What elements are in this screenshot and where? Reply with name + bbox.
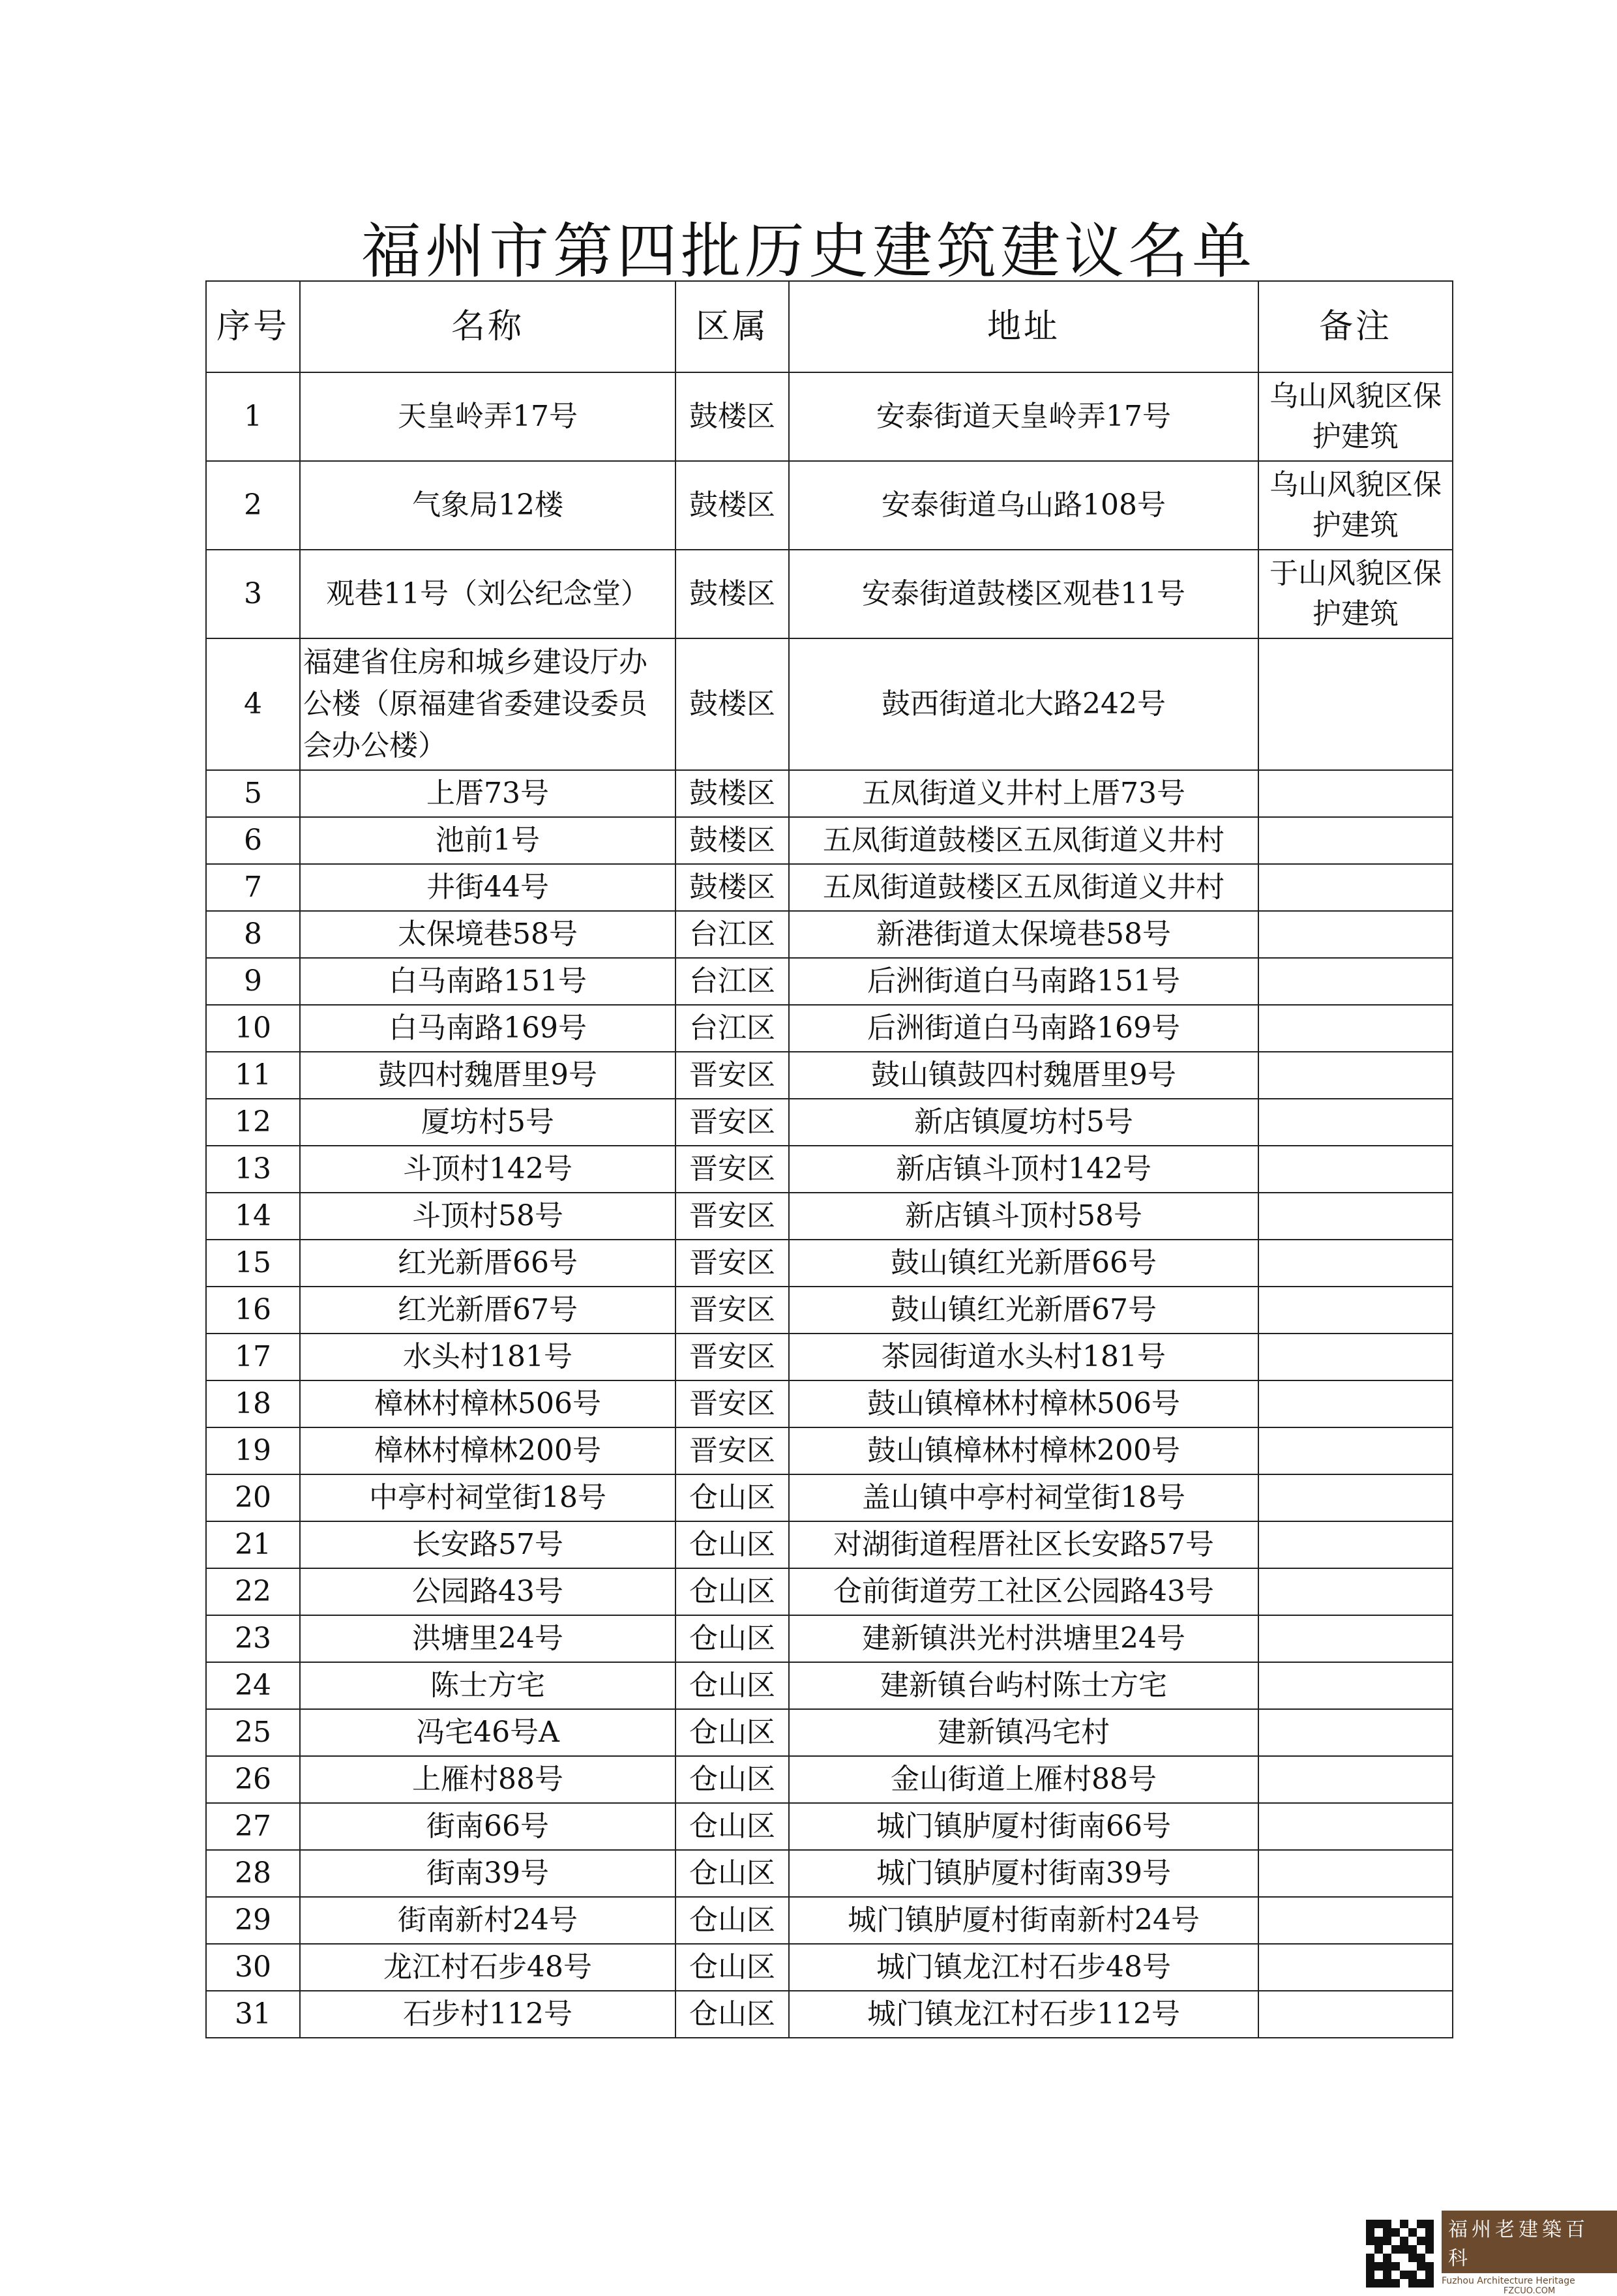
- cell-address: 后洲街道白马南路169号: [789, 1005, 1258, 1052]
- cell-name: 鼓四村魏厝里9号: [300, 1052, 675, 1099]
- cell-name: 洪塘里24号: [300, 1615, 675, 1662]
- cell-name: 红光新厝67号: [300, 1287, 675, 1334]
- cell-name: 街南66号: [300, 1803, 675, 1850]
- cell-note: [1258, 1287, 1453, 1334]
- table-row: [206, 1944, 1453, 1991]
- cell-district: 仓山区: [675, 1756, 789, 1803]
- cell-address: 安泰街道鼓楼区观巷11号: [789, 550, 1258, 638]
- cell-name: 太保境巷58号: [300, 911, 675, 958]
- cell-no: 3: [206, 550, 300, 638]
- cell-address: 新店镇厦坊村5号: [789, 1099, 1258, 1146]
- building-list-table: [205, 280, 1453, 2038]
- cell-address: 新店镇斗顶村58号: [789, 1193, 1258, 1240]
- cell-address: 五凤街道鼓楼区五凤街道义井村: [789, 864, 1258, 911]
- table-row: [206, 550, 1453, 638]
- cell-note: [1258, 1005, 1453, 1052]
- cell-no: 30: [206, 1944, 300, 1991]
- cell-address: 对湖街道程厝社区长安路57号: [789, 1521, 1258, 1568]
- cell-district: 仓山区: [675, 1568, 789, 1615]
- cell-address: 城门镇胪厦村街南新村24号: [789, 1897, 1258, 1944]
- cell-note: [1258, 1474, 1453, 1521]
- table-row: [206, 958, 1453, 1005]
- cell-address: 盖山镇中亭村祠堂街18号: [789, 1474, 1258, 1521]
- cell-address: 建新镇洪光村洪塘里24号: [789, 1615, 1258, 1662]
- table-row: [206, 372, 1453, 461]
- table-row: [206, 1474, 1453, 1521]
- table-row: [206, 1897, 1453, 1944]
- table-row: [206, 1287, 1453, 1334]
- cell-address: 鼓山镇红光新厝67号: [789, 1287, 1258, 1334]
- cell-name: 井街44号: [300, 864, 675, 911]
- cell-no: 27: [206, 1803, 300, 1850]
- cell-name: 中亭村祠堂街18号: [300, 1474, 675, 1521]
- cell-no: 23: [206, 1615, 300, 1662]
- cell-name: 厦坊村5号: [300, 1099, 675, 1146]
- table-row: [206, 1334, 1453, 1380]
- cell-address: 建新镇台屿村陈士方宅: [789, 1662, 1258, 1709]
- cell-no: 2: [206, 461, 300, 550]
- table-row: [206, 864, 1453, 911]
- cell-note: [1258, 1334, 1453, 1380]
- cell-address: 城门镇胪厦村街南39号: [789, 1850, 1258, 1897]
- cell-address: 建新镇冯宅村: [789, 1709, 1258, 1756]
- table-header-row: [206, 281, 1453, 372]
- cell-name: 红光新厝66号: [300, 1240, 675, 1287]
- cell-name: 街南新村24号: [300, 1897, 675, 1944]
- cell-no: 19: [206, 1427, 300, 1474]
- cell-district: 鼓楼区: [675, 770, 789, 817]
- cell-note: [1258, 1615, 1453, 1662]
- cell-address: 鼓山镇红光新厝66号: [789, 1240, 1258, 1287]
- cell-address: 新港街道太保境巷58号: [789, 911, 1258, 958]
- table-row: [206, 1146, 1453, 1193]
- table-row: [206, 1052, 1453, 1099]
- header-address: 地址: [789, 281, 1258, 372]
- cell-no: 8: [206, 911, 300, 958]
- cell-district: 仓山区: [675, 1662, 789, 1709]
- cell-note: [1258, 1803, 1453, 1850]
- table-row: [206, 1380, 1453, 1427]
- cell-no: 11: [206, 1052, 300, 1099]
- cell-district: 仓山区: [675, 1709, 789, 1756]
- cell-no: 21: [206, 1521, 300, 1568]
- table-row: [206, 1427, 1453, 1474]
- cell-note: [1258, 638, 1453, 770]
- cell-address: 鼓山镇鼓四村魏厝里9号: [789, 1052, 1258, 1099]
- cell-note: [1258, 1991, 1453, 2038]
- header-district: 区属: [675, 281, 789, 372]
- cell-address: 新店镇斗顶村142号: [789, 1146, 1258, 1193]
- cell-no: 31: [206, 1991, 300, 2038]
- cell-no: 16: [206, 1287, 300, 1334]
- header-name: 名称: [300, 281, 675, 372]
- cell-name: 上雁村88号: [300, 1756, 675, 1803]
- table-row: [206, 1709, 1453, 1756]
- cell-name: 白马南路151号: [300, 958, 675, 1005]
- cell-district: 仓山区: [675, 1897, 789, 1944]
- cell-district: 晋安区: [675, 1427, 789, 1474]
- cell-district: 晋安区: [675, 1334, 789, 1380]
- cell-name: 斗顶村142号: [300, 1146, 675, 1193]
- table-row: [206, 1850, 1453, 1897]
- site-watermark: [1366, 2211, 1617, 2296]
- cell-no: 20: [206, 1474, 300, 1521]
- cell-no: 24: [206, 1662, 300, 1709]
- table-row: [206, 1193, 1453, 1240]
- cell-no: 26: [206, 1756, 300, 1803]
- brand-url: FZCUO.COM: [1503, 2286, 1556, 2296]
- cell-note: [1258, 1709, 1453, 1756]
- cell-name: 观巷11号（刘公纪念堂）: [300, 550, 675, 638]
- cell-district: 鼓楼区: [675, 864, 789, 911]
- cell-no: 18: [206, 1380, 300, 1427]
- cell-no: 15: [206, 1240, 300, 1287]
- cell-name: 气象局12楼: [300, 461, 675, 550]
- cell-address: 后洲街道白马南路151号: [789, 958, 1258, 1005]
- cell-district: 晋安区: [675, 1193, 789, 1240]
- brand-name: 福州老建築百科: [1442, 2211, 1617, 2273]
- table-row: [206, 461, 1453, 550]
- table-row: [206, 770, 1453, 817]
- cell-district: 晋安区: [675, 1240, 789, 1287]
- cell-name: 福建省住房和城乡建设厅办公楼（原福建省委建设委员会办公楼）: [300, 638, 675, 770]
- cell-district: 鼓楼区: [675, 638, 789, 770]
- document-title: 福州市第四批历史建筑建议名单: [361, 216, 1256, 286]
- cell-note: [1258, 1944, 1453, 1991]
- cell-district: 仓山区: [675, 1803, 789, 1850]
- table-row: [206, 638, 1453, 770]
- cell-note: [1258, 1568, 1453, 1615]
- cell-district: 仓山区: [675, 1615, 789, 1662]
- table-row: [206, 1099, 1453, 1146]
- cell-no: 22: [206, 1568, 300, 1615]
- cell-name: 池前1号: [300, 817, 675, 864]
- cell-note: [1258, 1897, 1453, 1944]
- cell-note: [1258, 1380, 1453, 1427]
- cell-district: 晋安区: [675, 1287, 789, 1334]
- cell-no: 29: [206, 1897, 300, 1944]
- cell-note: [1258, 1662, 1453, 1709]
- table-row: [206, 1240, 1453, 1287]
- table-row: [206, 1568, 1453, 1615]
- cell-no: 12: [206, 1099, 300, 1146]
- cell-name: 长安路57号: [300, 1521, 675, 1568]
- cell-no: 13: [206, 1146, 300, 1193]
- cell-note: [1258, 864, 1453, 911]
- cell-name: 樟林村樟林200号: [300, 1427, 675, 1474]
- cell-address: 城门镇龙江村石步48号: [789, 1944, 1258, 1991]
- cell-district: 晋安区: [675, 1099, 789, 1146]
- cell-name: 陈士方宅: [300, 1662, 675, 1709]
- cell-address: 茶园街道水头村181号: [789, 1334, 1258, 1380]
- cell-note: [1258, 1521, 1453, 1568]
- cell-name: 龙江村石步48号: [300, 1944, 675, 1991]
- cell-district: 晋安区: [675, 1380, 789, 1427]
- header-note: 备注: [1258, 281, 1453, 372]
- cell-district: 仓山区: [675, 1991, 789, 2038]
- qr-code-icon: [1366, 2220, 1434, 2288]
- cell-district: 仓山区: [675, 1521, 789, 1568]
- cell-name: 公园路43号: [300, 1568, 675, 1615]
- cell-district: 仓山区: [675, 1474, 789, 1521]
- cell-note: 乌山风貌区保护建筑: [1258, 372, 1453, 461]
- cell-district: 晋安区: [675, 1146, 789, 1193]
- cell-no: 10: [206, 1005, 300, 1052]
- cell-address: 安泰街道天皇岭弄17号: [789, 372, 1258, 461]
- cell-address: 五凤街道鼓楼区五凤街道义井村: [789, 817, 1258, 864]
- cell-address: 金山街道上雁村88号: [789, 1756, 1258, 1803]
- table-row: [206, 1991, 1453, 2038]
- cell-district: 鼓楼区: [675, 461, 789, 550]
- cell-address: 城门镇龙江村石步112号: [789, 1991, 1258, 2038]
- cell-no: 4: [206, 638, 300, 770]
- cell-note: [1258, 958, 1453, 1005]
- cell-name: 街南39号: [300, 1850, 675, 1897]
- cell-note: [1258, 1099, 1453, 1146]
- cell-district: 台江区: [675, 958, 789, 1005]
- table-row: [206, 817, 1453, 864]
- cell-note: [1258, 911, 1453, 958]
- table-row: [206, 1005, 1453, 1052]
- cell-no: 1: [206, 372, 300, 461]
- cell-no: 6: [206, 817, 300, 864]
- cell-name: 上厝73号: [300, 770, 675, 817]
- cell-district: 鼓楼区: [675, 372, 789, 461]
- cell-no: 25: [206, 1709, 300, 1756]
- header-no: 序号: [206, 281, 300, 372]
- cell-address: 鼓西街道北大路242号: [789, 638, 1258, 770]
- cell-district: 晋安区: [675, 1052, 789, 1099]
- cell-address: 五凤街道义井村上厝73号: [789, 770, 1258, 817]
- cell-name: 斗顶村58号: [300, 1193, 675, 1240]
- cell-district: 鼓楼区: [675, 817, 789, 864]
- cell-note: 乌山风貌区保护建筑: [1258, 461, 1453, 550]
- cell-address: 鼓山镇樟林村樟林506号: [789, 1380, 1258, 1427]
- cell-district: 台江区: [675, 1005, 789, 1052]
- cell-note: [1258, 1427, 1453, 1474]
- cell-name: 冯宅46号A: [300, 1709, 675, 1756]
- cell-name: 白马南路169号: [300, 1005, 675, 1052]
- cell-name: 水头村181号: [300, 1334, 675, 1380]
- cell-no: 17: [206, 1334, 300, 1380]
- cell-note: [1258, 1052, 1453, 1099]
- cell-note: [1258, 770, 1453, 817]
- cell-address: 仓前街道劳工社区公园路43号: [789, 1568, 1258, 1615]
- cell-name: 天皇岭弄17号: [300, 372, 675, 461]
- cell-note: [1258, 1146, 1453, 1193]
- cell-district: 仓山区: [675, 1850, 789, 1897]
- cell-name: 石步村112号: [300, 1991, 675, 2038]
- table-row: [206, 911, 1453, 958]
- table-row: [206, 1615, 1453, 1662]
- cell-address: 安泰街道乌山路108号: [789, 461, 1258, 550]
- table-row: [206, 1521, 1453, 1568]
- cell-no: 28: [206, 1850, 300, 1897]
- cell-address: 城门镇胪厦村街南66号: [789, 1803, 1258, 1850]
- cell-no: 5: [206, 770, 300, 817]
- cell-no: 14: [206, 1193, 300, 1240]
- table-row: [206, 1662, 1453, 1709]
- brand-english: Fuzhou Architecture Heritage: [1442, 2276, 1575, 2286]
- cell-no: 7: [206, 864, 300, 911]
- cell-district: 台江区: [675, 911, 789, 958]
- table-row: [206, 1756, 1453, 1803]
- cell-note: [1258, 1850, 1453, 1897]
- cell-district: 仓山区: [675, 1944, 789, 1991]
- cell-name: 樟林村樟林506号: [300, 1380, 675, 1427]
- cell-note: [1258, 1193, 1453, 1240]
- cell-address: 鼓山镇樟林村樟林200号: [789, 1427, 1258, 1474]
- table-row: [206, 1803, 1453, 1850]
- cell-note: [1258, 1756, 1453, 1803]
- cell-note: [1258, 1240, 1453, 1287]
- cell-district: 鼓楼区: [675, 550, 789, 638]
- cell-no: 9: [206, 958, 300, 1005]
- cell-note: 于山风貌区保护建筑: [1258, 550, 1453, 638]
- cell-note: [1258, 817, 1453, 864]
